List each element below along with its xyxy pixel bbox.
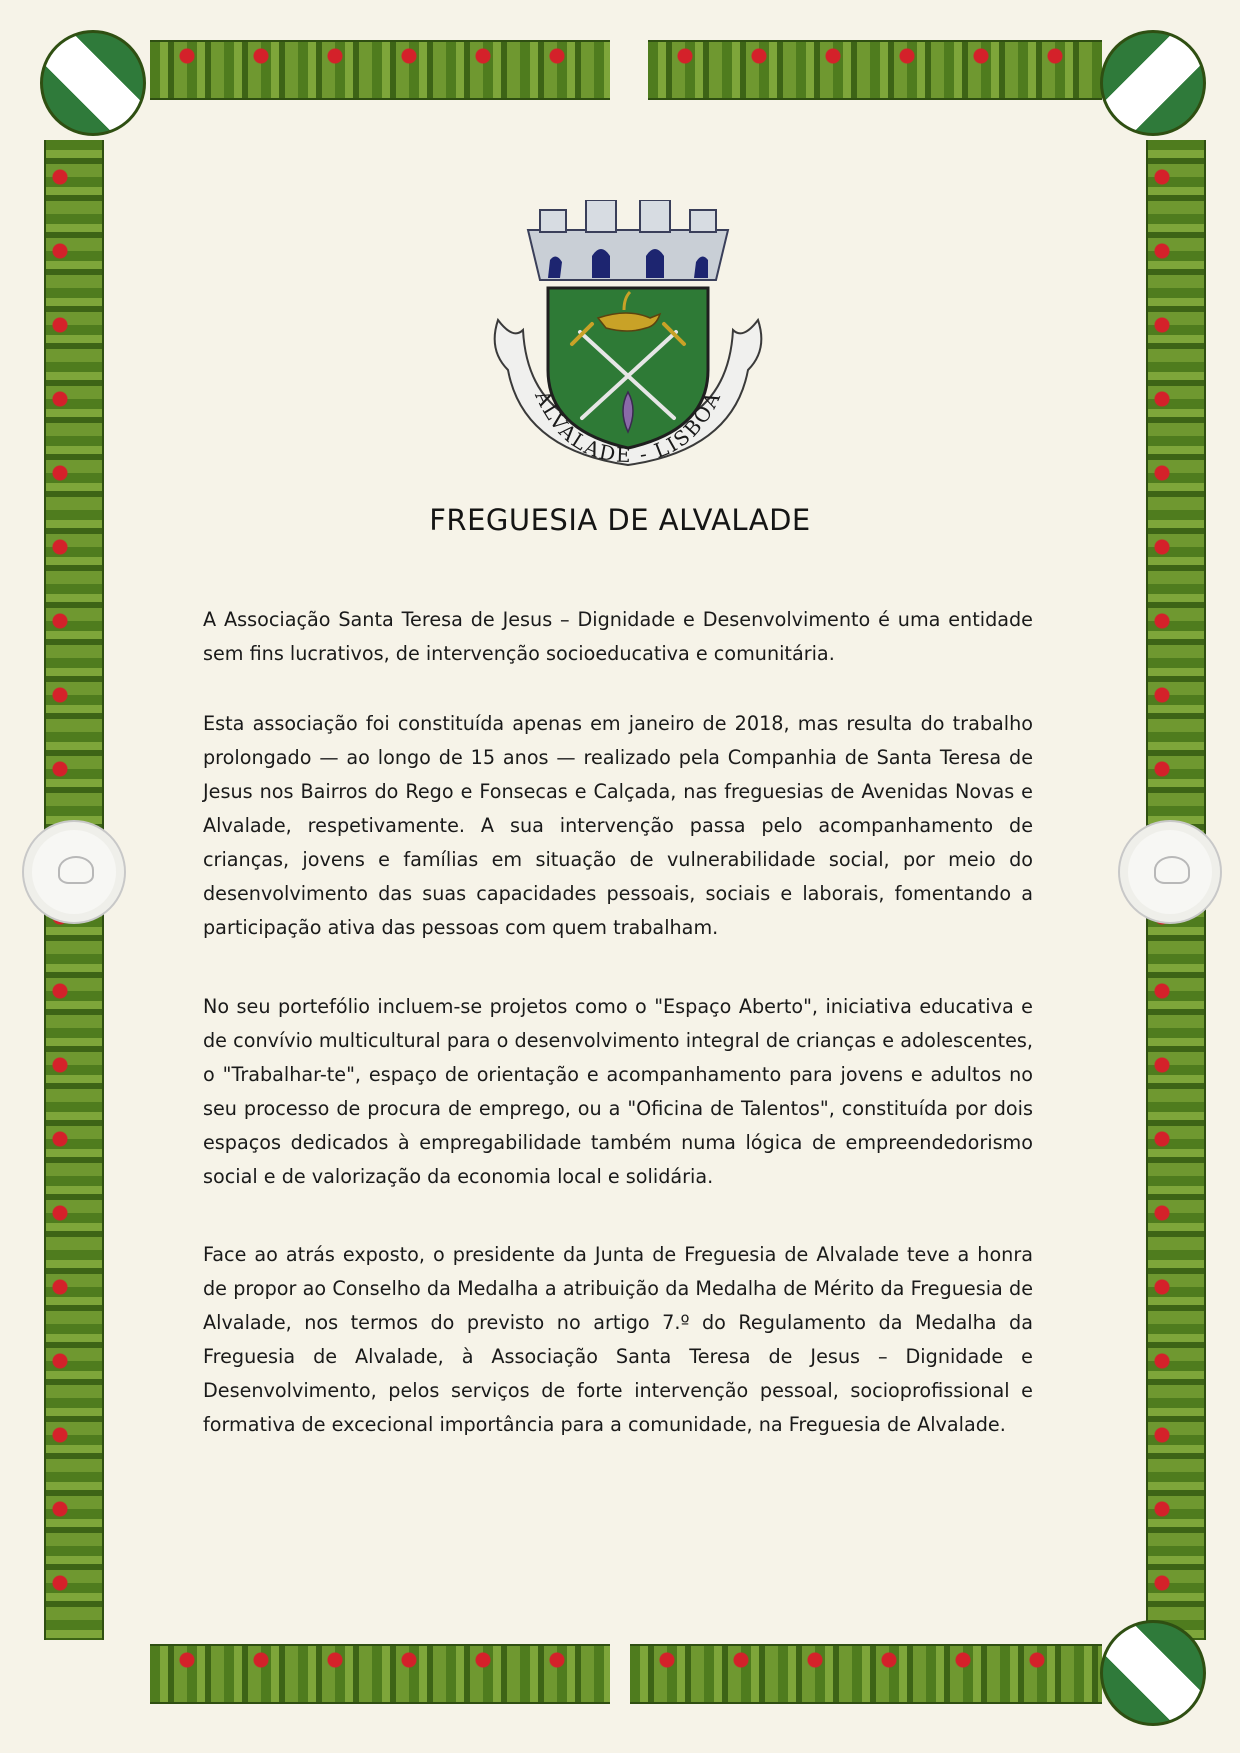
merit-medal-stamp-icon bbox=[22, 820, 126, 924]
garland-bottom-left bbox=[150, 1644, 610, 1704]
paragraph: A Associação Santa Teresa de Jesus – Dignidade e Desenvolvimento é uma entidade sem fins lucrativos, de intervenção socioeducativa e comunitária. bbox=[203, 608, 1033, 665]
paragraph: No seu portefólio incluem-se projetos como o "Espaço Aberto", iniciativa educativa e de convívio multicultural para o desenvolvimento integral de crianças e adolescentes, o "Trabalhar-te", espaço de orientação e acompanhamento para jovens e adultos no seu processo de procura de emprego, ou a "Oficina de Talentos", constituída por dois espaços dedicados à empregabilidade também numa lógica de empreendedorismo social e de valorização da economia local e solidária. bbox=[203, 995, 1033, 1188]
garland-top-right bbox=[648, 40, 1102, 100]
document-title: FREGUESIA DE ALVALADE bbox=[429, 503, 811, 537]
garland-bottom-right bbox=[630, 1644, 1102, 1704]
corner-shield-icon bbox=[40, 30, 146, 136]
coat-of-arms-emblem bbox=[488, 200, 768, 470]
merit-medal-stamp-icon bbox=[1118, 820, 1222, 924]
emblem-motto: ALVALADE - LISBOA bbox=[530, 386, 726, 468]
mural-crown-icon bbox=[528, 200, 728, 280]
corner-shield-icon bbox=[1100, 1620, 1206, 1726]
corner-shield-icon bbox=[1100, 30, 1206, 136]
garland-top-left bbox=[150, 40, 610, 100]
paragraph: Esta associação foi constituída apenas em janeiro de 2018, mas resulta do trabalho prolongado — ao longo de 15 anos — realizado pela Companhia de Santa Teresa de Jesus nos Bairros do Rego e Fonsecas e Calçada, nas freguesias de Avenidas Novas e Alvalade, respetivamente. A sua intervenção passa pelo acompanhamento de crianças, jovens e famílias em situação de vulnerabilidade social, por meio do desenvolvimento das suas capacidades pessoais, sociais e laborais, fomentando a participação ativa das pessoas com quem trabalham. bbox=[203, 712, 1033, 939]
paragraph: Face ao atrás exposto, o presidente da Junta de Freguesia de Alvalade teve a honra de propor ao Conselho da Medalha a atribuição da Medalha de Mérito da Freguesia de Alvalade, nos termos do previsto no artigo 7.º do Regulamento da Medalha da Freguesia de Alvalade, à Associação Santa Teresa de Jesus – Dignidade e Desenvolvimento, pelos serviços de forte intervenção pessoal, socioprofissional e formativa de excecional importância para a comunidade, na Freguesia de Alvalade. bbox=[203, 1243, 1033, 1436]
